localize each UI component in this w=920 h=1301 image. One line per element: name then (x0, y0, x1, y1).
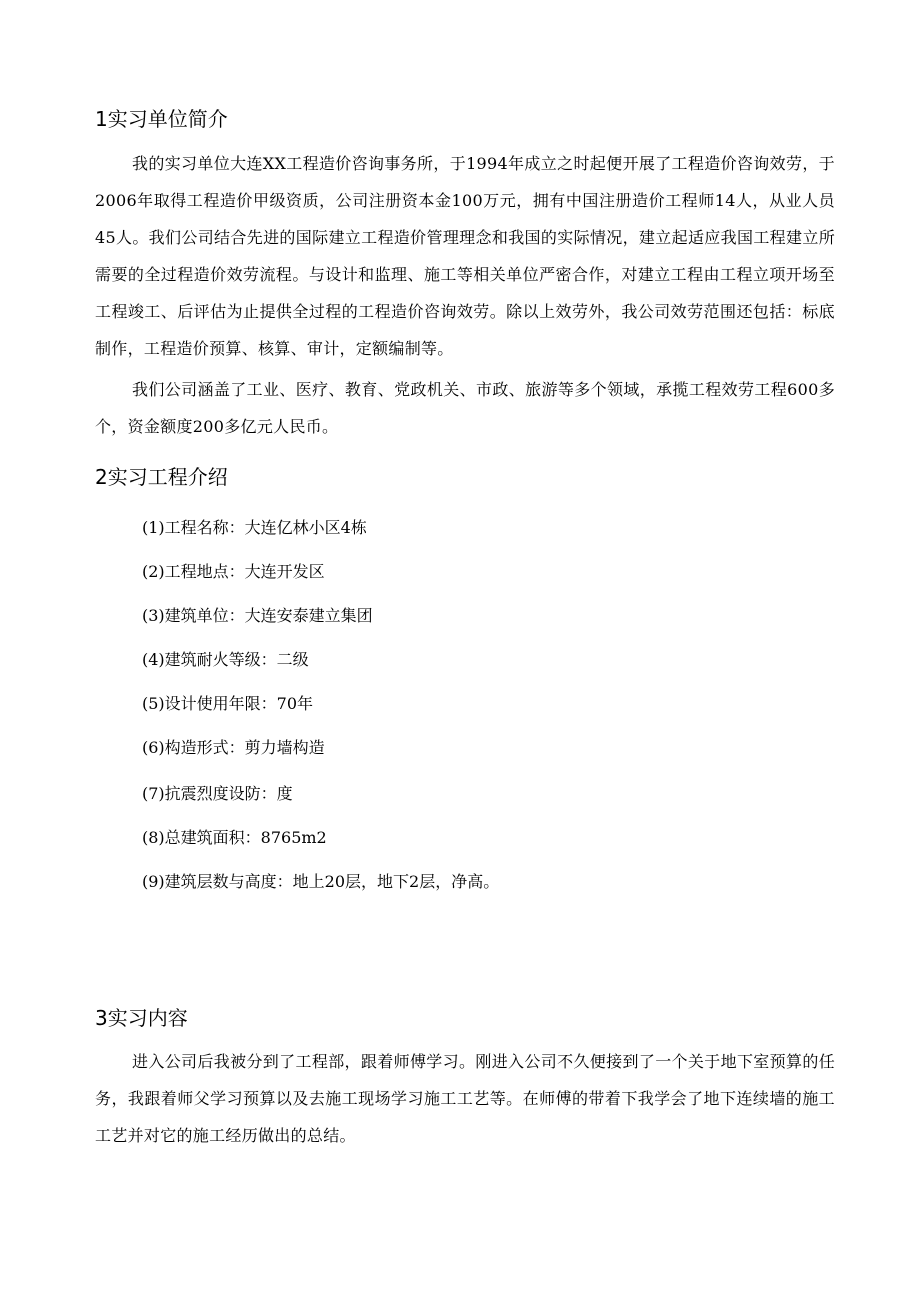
list-item: (9)建筑层数与高度：地上20层，地下2层，净高。 (142, 872, 500, 891)
paragraph-company-scope: 我们公司涵盖了工业、医疗、教育、党政机关、市政、旅游等多个领域，承揽工程效劳工程600多个，资金额度200多亿元人民币。 (95, 380, 835, 436)
list-item: (1)工程名称：大连亿林小区4栋 (142, 518, 367, 537)
list-item: (3)建筑单位：大连安泰建立集团 (142, 606, 373, 625)
list-item: (2)工程地点：大连开发区 (142, 562, 325, 581)
list-item: (6)构造形式：剪力墙构造 (142, 738, 325, 757)
section-heading-2: 2实习工程介绍 (95, 465, 228, 489)
list-item: (4)建筑耐火等级：二级 (142, 650, 309, 669)
list-item: (7)抗震烈度设防：度 (142, 784, 293, 803)
paragraph-company-intro: 我的实习单位大连XX工程造价咨询事务所，于1994年成立之时起便开展了工程造价咨询效劳，于2006年取得工程造价甲级资质，公司注册资本金100万元，拥有中国注册造价工程师14人，从业人员45人。我们公司结合先进的国际建立工程造价管理理念和我国的实际情况，建立起适应我国工程建立所需要的全过程造价效劳流程。与设计和监理、施工等相关单位严密合作，对建立工程由工程立项开场至工程竣工、后评估为止提供全过程的工程造价咨询效劳。除以上效劳外，我公司效劳范围还包括：标底制作，工程造价预算、核算、审计，定额编制等。 (95, 154, 835, 358)
list-item: (5)设计使用年限：70年 (142, 694, 314, 713)
section-heading-3: 3实习内容 (95, 1006, 188, 1030)
section-heading-1: 1实习单位简介 (95, 107, 228, 131)
list-item: (8)总建筑面积：8765m2 (142, 828, 327, 847)
paragraph-internship-content: 进入公司后我被分到了工程部，跟着师傅学习。刚进入公司不久便接到了一个关于地下室预算的任务，我跟着师父学习预算以及去施工现场学习施工工艺等。在师傅的带着下我学会了地下连续墙的施工工艺并对它的施工经历做出的总结。 (95, 1052, 835, 1145)
